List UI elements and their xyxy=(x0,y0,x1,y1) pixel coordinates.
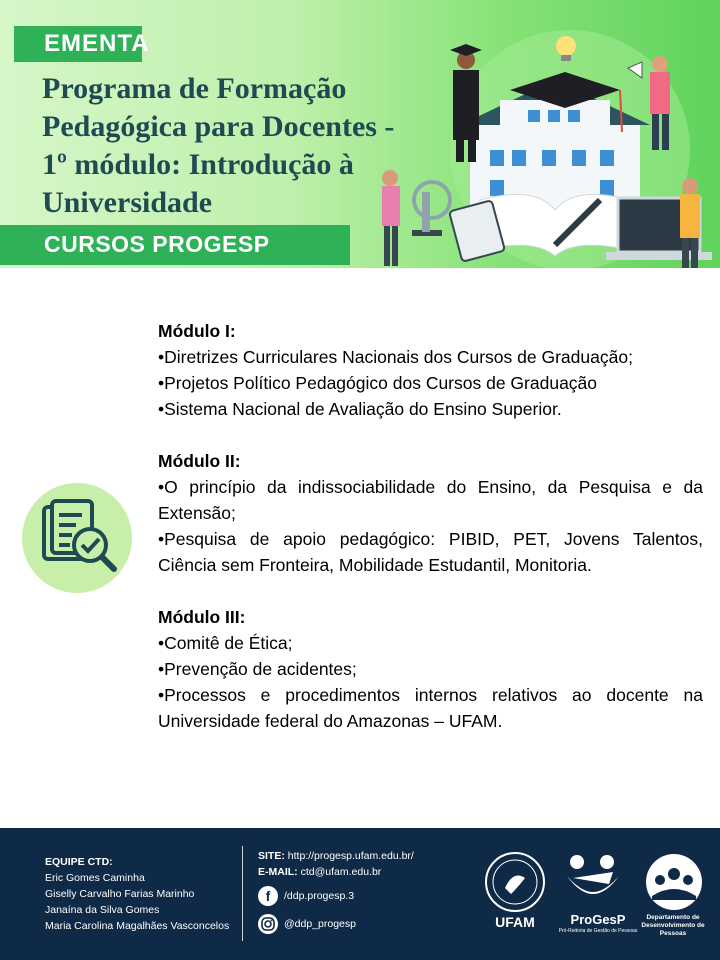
university-illustration xyxy=(360,0,720,268)
ufam-seal-icon xyxy=(485,852,545,912)
email-label: E-MAIL: xyxy=(258,866,298,878)
ddp-label: Departamento de Desenvolvimento de Pessoas xyxy=(641,914,705,937)
module-1-title: Módulo I: xyxy=(158,321,236,341)
page-title: Programa de Formação Pedagógica para Docentes - 1º módulo: Introdução à Universidade xyxy=(42,72,395,219)
progesp-subtitle: Pró-Reitoria de Gestão de Pessoas xyxy=(558,928,638,934)
module-1-item: •Sistema Nacional de Avaliação do Ensino Superior. xyxy=(158,399,562,419)
facebook-link[interactable] xyxy=(258,886,354,906)
team-member: Giselly Carvalho Farias Marinho xyxy=(45,888,195,900)
team-member: Eric Gomes Caminha xyxy=(45,872,145,884)
ddp-logo-icon xyxy=(644,852,704,912)
courses-bar xyxy=(0,225,350,265)
module-3-item: •Prevenção de acidentes; xyxy=(158,659,357,679)
ufam-label: UFAM xyxy=(495,914,535,930)
module-3-item: •Processos e procedimentos internos relativos ao docente na Universidade federal do Amazonas – UFAM. xyxy=(158,685,703,731)
facebook-handle: /ddp.progesp.3 xyxy=(284,890,355,902)
site-label: SITE: xyxy=(258,850,285,862)
header-banner xyxy=(0,0,720,268)
module-1 xyxy=(158,318,703,422)
module-1-item: •Projetos Político Pedagógico dos Cursos de Graduação xyxy=(158,373,598,393)
module-1-item: •Diretrizes Curriculares Nacionais dos Cursos de Graduação; xyxy=(158,347,633,367)
facebook-icon: f xyxy=(258,886,278,906)
contact-info xyxy=(258,848,414,880)
email-link[interactable]: ctd@ufam.edu.br xyxy=(300,866,382,878)
module-3-title: Módulo III: xyxy=(158,607,246,627)
ementa-label: EMENTA xyxy=(44,30,150,57)
module-2-item: •O princípio da indissociabilidade do Ensino, da Pesquisa e da Extensão; xyxy=(158,477,703,523)
module-3 xyxy=(158,604,703,734)
module-3-item: •Comitê de Ética; xyxy=(158,633,293,653)
team-member: Maria Carolina Magalhães Vasconcelos xyxy=(45,920,230,932)
team-list xyxy=(45,854,229,934)
footer-divider xyxy=(242,846,243,941)
instagram-icon xyxy=(258,914,278,934)
site-link[interactable]: http://progesp.ufam.edu.br/ xyxy=(287,850,414,862)
syllabus-content xyxy=(158,318,703,734)
progesp-label: ProGesP xyxy=(570,912,626,927)
team-member: Janaína da Silva Gomes xyxy=(45,904,160,916)
module-2 xyxy=(158,448,703,578)
ementa-tag xyxy=(14,26,150,62)
document-check-icon xyxy=(22,483,132,593)
team-label: EQUIPE CTD: xyxy=(45,856,113,868)
module-2-item: •Pesquisa de apoio pedagógico: PIBID, PET, Jovens Talentos, Ciência sem Fronteira, Mobilidade Estudantil, Monitoria. xyxy=(158,529,703,575)
progesp-logo-icon xyxy=(563,852,623,910)
instagram-link[interactable] xyxy=(258,914,356,934)
module-2-title: Módulo II: xyxy=(158,451,241,471)
instagram-handle: @ddp_progesp xyxy=(284,918,356,930)
courses-label: CURSOS PROGESP xyxy=(44,231,270,257)
footer xyxy=(0,828,720,960)
